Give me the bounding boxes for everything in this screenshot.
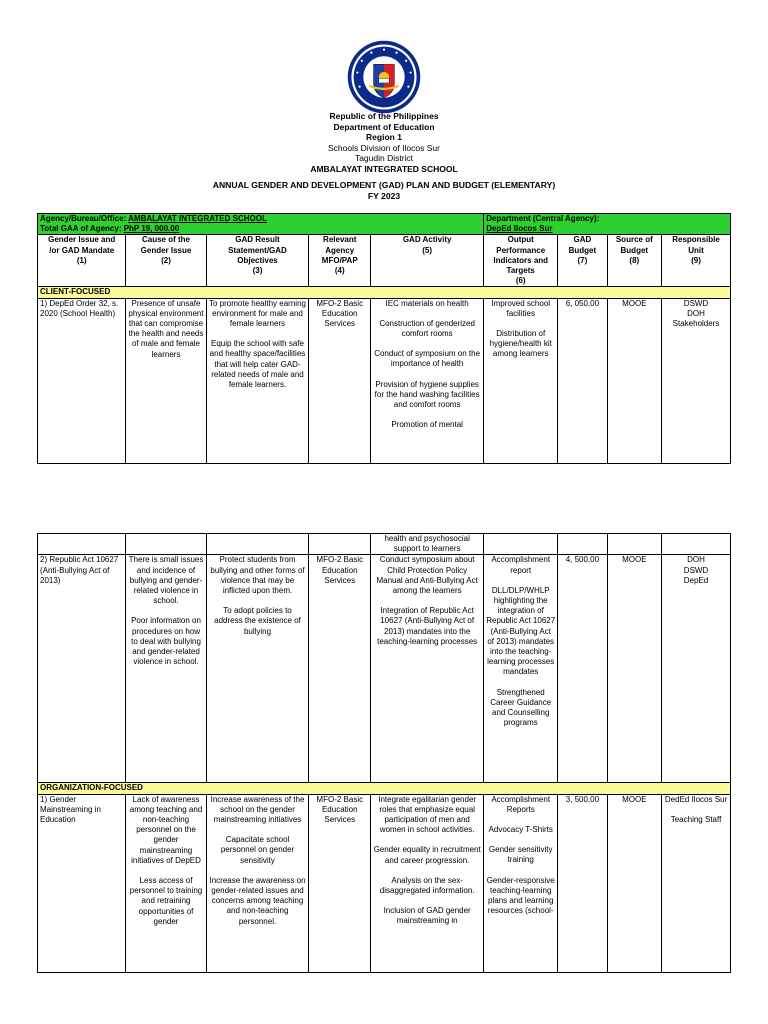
- section-client-focused: [38, 287, 731, 298]
- section-organization-focused: [38, 783, 731, 794]
- cause-cell: Presence of unsafe physical environment that can compromise the health and needs of male and female learners: [126, 298, 206, 463]
- output-cell: Accomplishment Reports Advocacy T-Shirts Gender sensitivity training Gender-responsive teaching-learning plans and learning resources (school-: [484, 794, 558, 972]
- mandate-cell: 1) DepEd Order 32, s. 2020 (School Health): [38, 298, 126, 463]
- source-cell: MOOE: [607, 555, 661, 783]
- agency-cell: [38, 214, 484, 235]
- activity-cell: Integrate egalitarian gender roles that emphasize equal participation of men and women in school activities. Gender equality in recruitment and career progression. Analysis on the sex-disaggregated information. Inclusion of GAD gender mainstreaming in: [371, 794, 484, 972]
- department-label: Department (Central Agency):: [486, 214, 600, 223]
- output-cell: Accomplishment report DLL/DLP/WHLP highlighting the integration of Republic Act 10627 (Anti-Bullying Act of 2013) mandates into the teaching-learning processes mandates Strengthened Career Guidance and Counselling programs: [484, 555, 558, 783]
- budget-cell: 6, 050.00: [558, 298, 607, 463]
- agency-row: [38, 214, 731, 235]
- result-cell: Increase awareness of the school on the gender mainstreaming initiatives Capacitate school personnel on gender sensitivity Increase the awareness on gender-related issues and concerns among teaching and non-teaching personnel.: [206, 794, 309, 972]
- col-header-9: Responsible Unit (9): [662, 235, 731, 287]
- district-line: Tagudin District: [354, 153, 414, 163]
- col-header-5: GAD Activity (5): [371, 235, 484, 287]
- agency-label: Agency/Bureau/Office:: [40, 214, 129, 223]
- table-row: [38, 794, 731, 972]
- division-line: Schools Division of Ilocos Sur: [328, 142, 440, 153]
- result-cell: To promote healthy earning environment for male and female learners Equip the school with safe and healthy space/facilities that will help cater GAD-related needs of male and female learners.: [206, 298, 309, 463]
- department-cell: [484, 214, 731, 235]
- table-row: [38, 555, 731, 783]
- mfo-cell: MFO-2 Basic Education Services: [309, 298, 371, 463]
- mandate-cell: 2) Republic Act 10627 (Anti-Bullying Act of 2013): [38, 555, 126, 783]
- gad-plan-table-page1: [37, 213, 731, 464]
- budget-cell: 3, 500.00: [558, 794, 607, 972]
- department-value: DepEd Ilocos Sur: [486, 224, 553, 234]
- region-line: Region 1: [366, 132, 402, 142]
- activity-cell: IEC materials on health Construction of genderized comfort rooms Conduct of symposium on the importance of health Provision of hygiene supplies for the hand washing facilities and comfort rooms Promotion of mental: [371, 298, 484, 463]
- activity-cell: Conduct symposium about Child Protection Policy Manual and Anti-Bullying Act among the learners Integration of Republic Act 10627 (Anti-Bullying Act of 2013) mandates into the teaching-learning processes: [371, 555, 484, 783]
- deped-seal-logo: [347, 40, 421, 114]
- result-cell: Protect students from bullying and other forms of violence that may be inflicted upon them. To adopt policies to address the existence of bullying: [206, 555, 309, 783]
- unit-cell: DOH DSWD DepEd: [662, 555, 731, 783]
- budget-cell: 4, 500.00: [558, 555, 607, 783]
- output-cell: Improved school facilities Distribution of hygiene/health kit among learners: [484, 298, 558, 463]
- col-header-6: Output Performance Indicators and Targets (6): [484, 235, 558, 287]
- cause-cell: Lack of awareness among teaching and non-teaching personnel on the gender mainstreaming initiatives of DepED Less access of personnel to training and retraining opportunities of gender: [126, 794, 206, 972]
- document-title: [0, 180, 768, 202]
- source-cell: MOOE: [607, 298, 661, 463]
- col-header-4: Relevant Agency MFO/PAP (4): [309, 235, 371, 287]
- country-line: Republic of the Philippines: [329, 111, 439, 121]
- col-header-7: GAD Budget (7): [558, 235, 607, 287]
- activity-cell: health and psychosocial support to learners: [371, 534, 484, 555]
- gaa-label: Total GAA of Agency:: [40, 224, 124, 234]
- school-line: AMBALAYAT INTEGRATED SCHOOL: [310, 163, 458, 174]
- gad-plan-table-page2: [37, 533, 731, 973]
- unit-cell: DedEd Ilocos Sur Teaching Staff: [662, 794, 731, 972]
- section-label: ORGANIZATION-FOCUSED: [38, 783, 731, 794]
- table-row: [38, 534, 731, 555]
- section-label: CLIENT-FOCUSED: [38, 287, 731, 298]
- gaa-value: PhP 19, 000.00: [123, 224, 180, 234]
- title-line-1: ANNUAL GENDER AND DEVELOPMENT (GAD) PLAN AND BUDGET (ELEMENTARY): [212, 180, 556, 190]
- col-header-3: GAD Result Statement/GAD Objectives (3): [206, 235, 309, 287]
- department-line: Department of Education: [333, 121, 435, 132]
- agency-name: AMBALAYAT INTEGRATED SCHOOL: [128, 214, 267, 223]
- col-header-8: Source of Budget (8): [607, 235, 661, 287]
- source-cell: MOOE: [607, 794, 661, 972]
- mfo-cell: MFO-2 Basic Education Services: [309, 555, 371, 783]
- column-header-row: [38, 235, 731, 287]
- table-row: [38, 298, 731, 463]
- mandate-cell: 1) Gender Mainstreaming in Education: [38, 794, 126, 972]
- col-header-1: Gender Issue and /or GAD Mandate (1): [38, 235, 126, 287]
- unit-cell: DSWD DOH Stakeholders: [662, 298, 731, 463]
- mfo-cell: MFO-2 Basic Education Services: [309, 794, 371, 972]
- cause-cell: There is small issues and incidence of bullying and gender-related violence in school. Poor information on procedures on how to deal with bullying and gender-related violence in school.: [126, 555, 206, 783]
- letterhead: [0, 111, 768, 174]
- title-line-2: FY 2023: [367, 191, 401, 201]
- col-header-2: Cause of the Gender Issue (2): [126, 235, 206, 287]
